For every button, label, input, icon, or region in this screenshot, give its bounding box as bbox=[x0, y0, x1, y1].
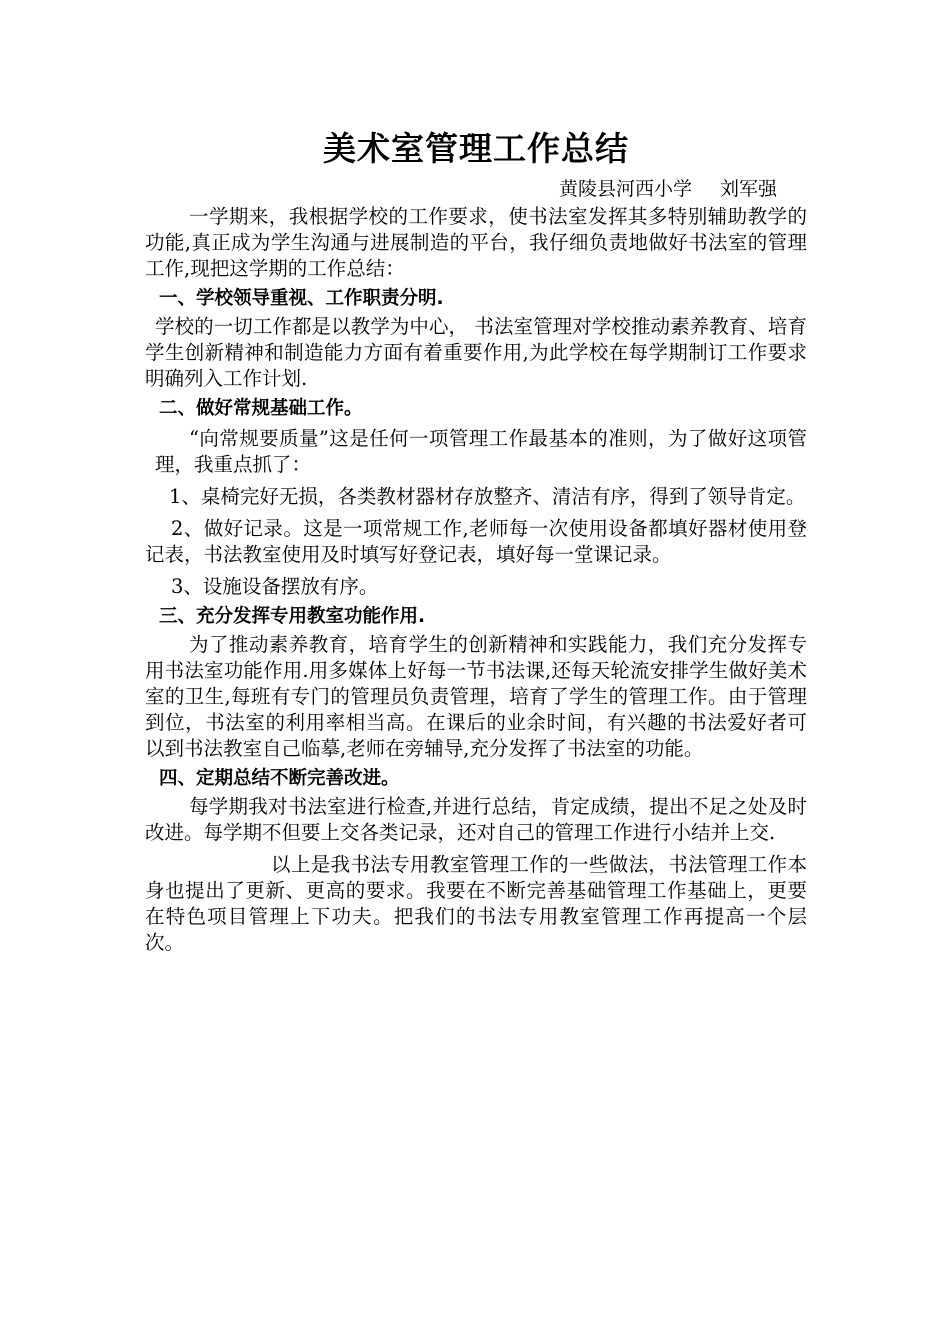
document-title: 美术室管理工作总结 bbox=[323, 129, 629, 168]
section2-item-1: 1、桌椅完好无损，各类教材器材存放整齐、清洁有序，得到了领导肯定。 bbox=[169, 485, 806, 508]
section4-heading: 四、定期总结不断完善改进。 bbox=[159, 768, 400, 789]
section4-body: 每学期我对书法室进行检查,并进行总结，肯定成绩，提出不足之处及时改进。每学期不但要上交各类记录，还对自己的管理工作进行小结并上交. bbox=[145, 795, 807, 844]
section3-heading: 三、充分发挥专用教室功能作用. bbox=[159, 606, 426, 627]
author-school: 黄陵县河西小学 bbox=[558, 178, 692, 200]
conclusion-paragraph: 以上是我书法专用教室管理工作的一些做法，书法管理工作本身也提出了更新、更高的要求。我要在不断完善基础管理工作基础上，更要在特色项目管理上下功夫。把我们的书法专用教室管理工作再提高一个层次。 bbox=[145, 853, 807, 954]
section2-intro: “向常规要质量”这是任何一项管理工作最基本的准则，为了做好这项管理，我重点抓了： bbox=[155, 427, 807, 476]
section2-heading: 二、做好常规基础工作。 bbox=[159, 398, 363, 419]
section1-body: 学校的一切工作都是以教学为中心， 书法室管理对学校推动素养教育、培育学生创新精神和制造能力方面有着重要作用,为此学校在每学期制订工作要求明确列入工作计划. bbox=[145, 315, 807, 390]
document-page bbox=[145, 128, 807, 956]
section3-body: 为了推动素养教育，培育学生的创新精神和实践能力，我们充分发挥专用书法室功能作用.用多媒体上好每一节书法课,还每天轮流安排学生做好美术室的卫生,每班有专门的管理员负责管理，培育了学生的管理工作。由于管理到位，书法室的利用率相当高。在课后的业余时间，有兴趣的书法爱好者可以到书法教室自己临摹,老师在旁辅导,充分发挥了书法室的功能。 bbox=[145, 633, 807, 760]
author-line bbox=[145, 176, 807, 202]
author-name: 刘军强 bbox=[719, 178, 777, 200]
section2-item-3: 3、设施设备摆放有序。 bbox=[171, 575, 379, 598]
section2-item-2: 2、做好记录。这是一项常规工作,老师每一次使用设备都填好器材使用登记表，书法教室使用及时填写好登记表，填好每一堂课记录。 bbox=[145, 517, 807, 566]
section1-heading: 一、学校领导重视、工作职责分明. bbox=[159, 288, 444, 309]
intro-paragraph: 一学期来，我根据学校的工作要求，使书法室发挥其多特别辅助教学的功能,真正成为学生沟通与进展制造的平台，我仔细负责地做好书法室的管理工作,现把这学期的工作总结： bbox=[145, 205, 807, 280]
